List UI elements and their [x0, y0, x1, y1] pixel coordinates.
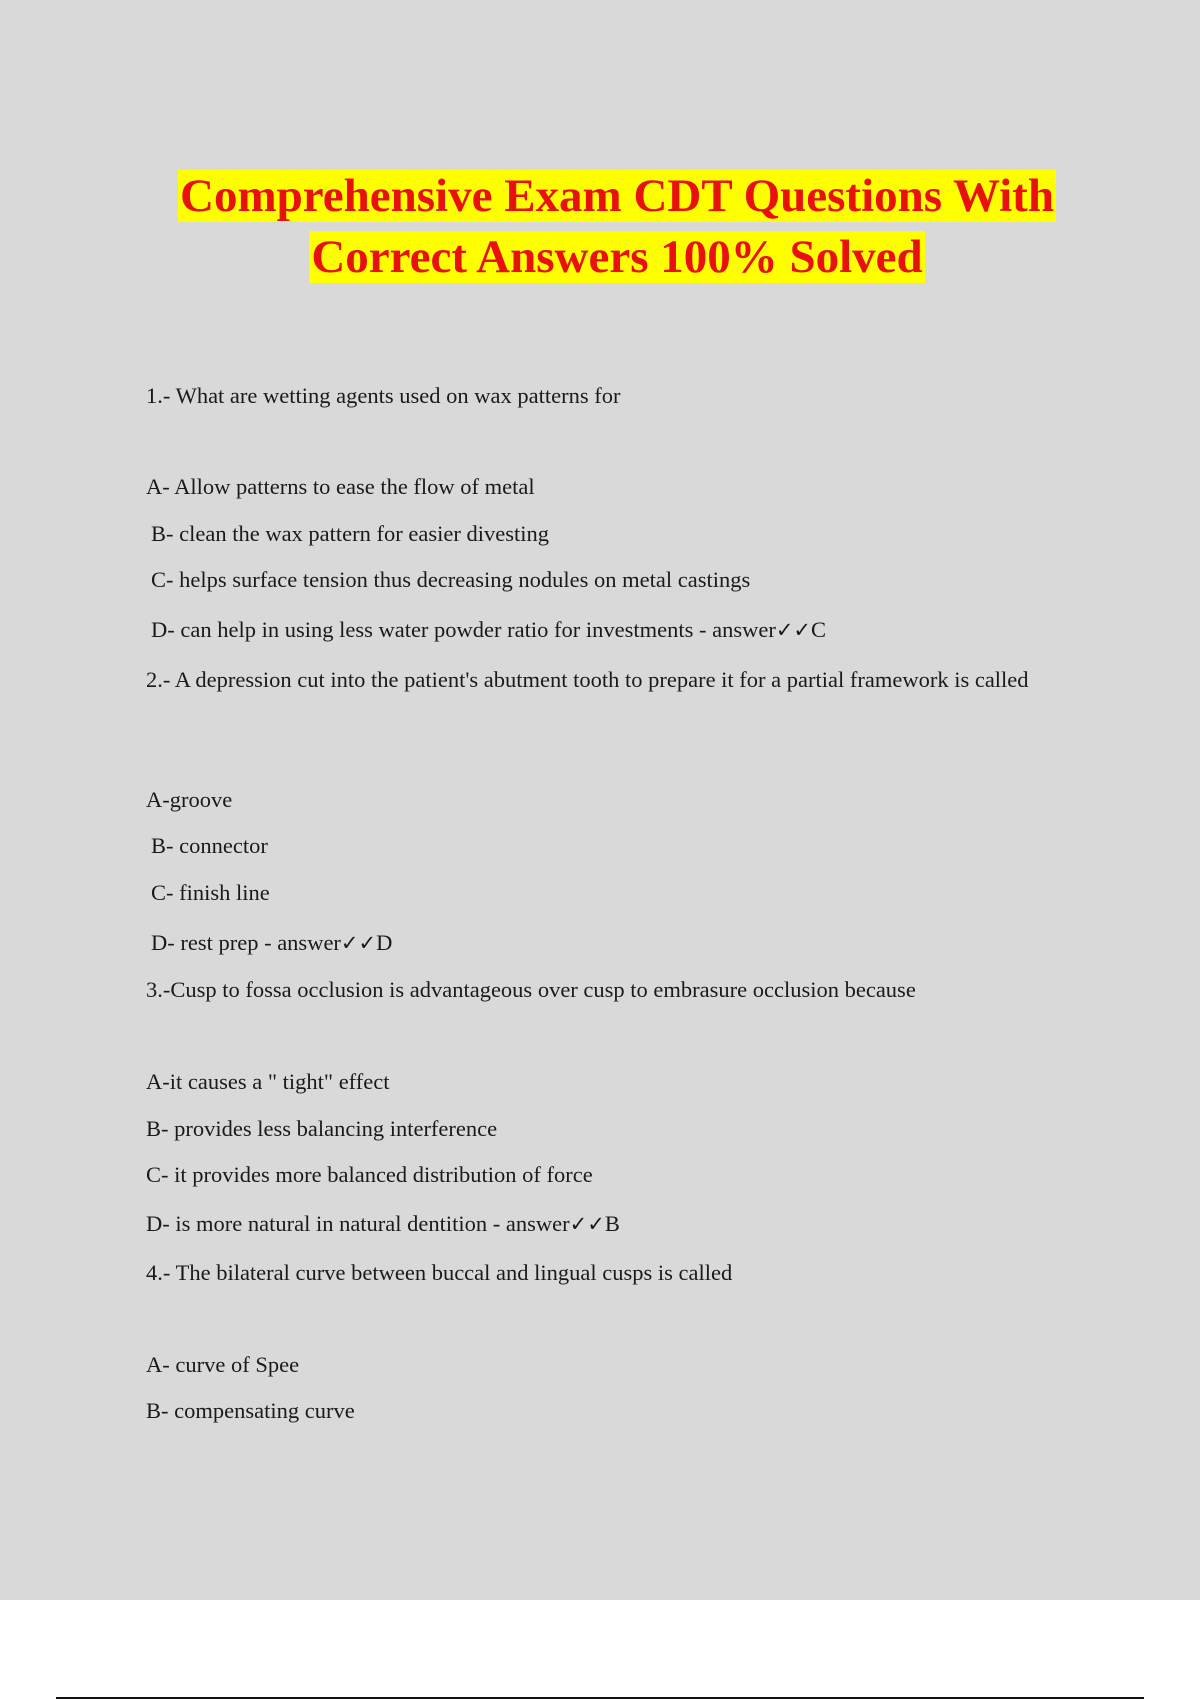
- question-3: 3.-Cusp to fossa occlusion is advantageous over cusp to embrasure occlusion because: [146, 977, 916, 1002]
- question-3-option-c: C- it provides more balanced distribution of force: [146, 1162, 593, 1187]
- question-4-option-a: A- curve of Spee: [146, 1352, 300, 1377]
- question-3-option-d-text: D- is more natural in natural dentition - answer: [146, 1211, 570, 1236]
- question-1-option-d-text: D- can help in using less water powder ratio for investments - answer: [151, 617, 776, 642]
- question-2-option-b: B- connector: [151, 833, 268, 858]
- question-3-option-d: [146, 1210, 620, 1238]
- question-2-option-d-text: D- rest prep - answer: [151, 930, 341, 955]
- question-2-option-d: [151, 929, 392, 957]
- question-2: 2.- A depression cut into the patient's abutment tooth to prepare it for a partial framework is called: [146, 667, 1029, 692]
- question-1-option-d: [151, 616, 826, 644]
- question-1-option-a: A- Allow patterns to ease the flow of metal: [146, 474, 535, 499]
- question-4-option-b: B- compensating curve: [146, 1398, 355, 1423]
- footer-divider: [56, 1697, 1144, 1699]
- document-title: [0, 166, 1200, 288]
- check-mark-icon: ✓✓: [569, 1212, 605, 1236]
- question-3-answer: B: [604, 1211, 620, 1236]
- question-4: 4.- The bilateral curve between buccal and lingual cusps is called: [146, 1260, 733, 1285]
- question-1-option-c: C- helps surface tension thus decreasing nodules on metal castings: [151, 567, 751, 592]
- check-mark-icon: ✓✓: [775, 618, 812, 642]
- title-line-2: Correct Answers 100% Solved: [311, 231, 923, 283]
- question-2-answer: D: [376, 930, 393, 955]
- question-3-option-b: B- provides less balancing interference: [146, 1116, 498, 1141]
- check-mark-icon: ✓✓: [340, 931, 377, 955]
- question-1-answer: C: [811, 617, 827, 642]
- question-2-option-a: A-groove: [146, 787, 233, 812]
- question-3-option-a: A-it causes a " tight" effect: [146, 1069, 390, 1094]
- question-2-option-c: C- finish line: [151, 880, 270, 905]
- question-1: 1.- What are wetting agents used on wax patterns for: [146, 383, 621, 408]
- title-line-1: Comprehensive Exam CDT Questions With: [180, 170, 1054, 222]
- question-1-option-b: B- clean the wax pattern for easier divesting: [151, 521, 549, 546]
